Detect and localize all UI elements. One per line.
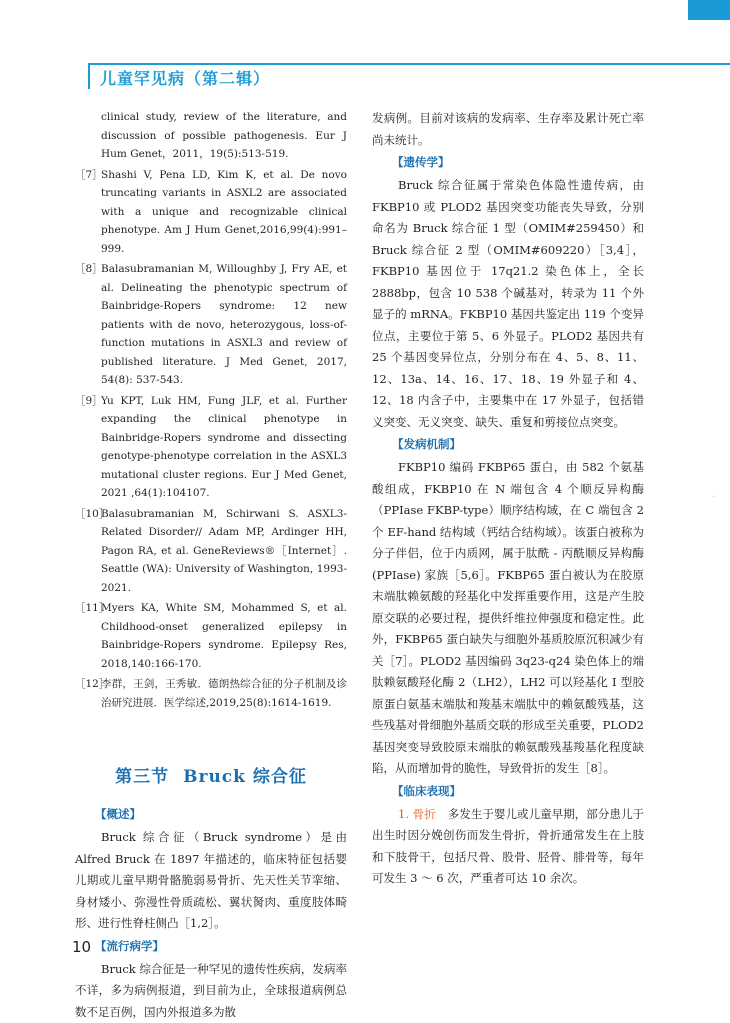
reference-item: ［10］ Balasubramanian M, Schirwani S. ASXL3-Related Disorder// Adam MP, Ardinger HH, Pagon RA, et al. GeneReviews®［Internet］. Seattle (WA): University of Washington, 1993-2021.: [75, 505, 347, 598]
page-number: 10: [72, 938, 91, 956]
genetics-heading: 【遗传学】: [392, 153, 644, 172]
epidemiology-heading: 【流行病学】: [95, 937, 347, 956]
clinical-heading: 【临床表现】: [392, 782, 644, 801]
section-title: [75, 762, 347, 787]
epidemiology-paragraph: Bruck 综合征是一种罕见的遗传性疾病，发病率不详，多为病例报道，到目前为止，全球报道病例总数不足百例，国内外报道多为散: [75, 959, 347, 1023]
section-name: Bruck 综合征: [183, 767, 307, 787]
reference-item: ［8］ Balasubramanian M, Willoughby J, Fry AE, et al. Delineating the phenotypic spectrum of Bainbridge-Ropers syndrome: 12 new patients with de novo, heterozygous, loss-of-function mutations in ASXL3 and review of published literature. J Med Genet, 2017, 54(8): 537-543.: [75, 260, 347, 390]
reference-item: clinical study, review of the literature, and discussion of possible pathogenesis. Eur J Hum Genet，2011，19(5):513-519.: [75, 108, 347, 164]
pathogenesis-heading: 【发病机制】: [392, 435, 644, 454]
reference-item: ［7］ Shashi V, Pena LD, Kim K, et al. De novo truncating variants in ASXL2 are associated with a unique and recognizable clinical phenotype. Am J Hum Genet,2016,99(4):991–999.: [75, 166, 347, 259]
reference-item: ［9］ Yu KPT, Luk HM, Fung JLF, et al. Further expanding the clinical phenotype in Bainbridge-Ropers syndrome and dissecting genotype-phenotype correlation in the ASXL3 mutational cluster regions. Eur J Med Genet, 2021 ,64(1):104107.: [75, 392, 347, 503]
header-corner-block: [688, 0, 730, 20]
header-notch: [88, 63, 90, 89]
running-title: 儿童罕见病（第二辑）: [100, 66, 270, 89]
epidemiology-paragraph-continued: 发病例。目前对该病的发病率、生存率及累计死亡率尚未统计。: [372, 108, 644, 151]
margin-mark: ·: [712, 492, 715, 503]
section-number: 第三节: [115, 767, 169, 787]
header-rule: [88, 63, 730, 65]
reference-item: ［12］ 李群，王剑，王秀敏．德朗热综合征的分子机制及诊治研究进展．医学综述,2019,25(8):1614-1619.: [75, 675, 347, 712]
fracture-subheading: 1. 骨折: [398, 807, 436, 821]
left-column: [75, 108, 347, 1023]
fracture-text: 多发生于婴儿或儿童早期，部分患儿于出生时因分娩创伤而发生骨折，骨折通常发生在上肢和下肢骨干，包括尺骨、股骨、胫骨、腓骨等，每年可发生 3 ～ 6 次，严重者可达 10 余次。: [372, 807, 644, 886]
overview-heading: 【概述】: [95, 805, 347, 824]
overview-paragraph: Bruck 综合征（Bruck syndrome）是由 Alfred Bruck 在 1897 年描述的，临床特征包括婴儿期或儿童早期骨骼脆弱易骨折、先天性关节挛缩、身材矮小、弥漫性骨质疏松、翼状胬肉、重度肢体畸形、进行性脊柱侧凸［1,2］。: [75, 827, 347, 935]
reference-item: ［11］ Myers KA, White SM, Mohammed S, et al. Childhood-onset generalized epilepsy in Bainbridge-Ropers syndrome. Epilepsy Res, 2018,140:166-170.: [75, 599, 347, 673]
clinical-paragraph: [372, 804, 644, 890]
right-column: [372, 108, 644, 890]
pathogenesis-paragraph: FKBP10 编码 FKBP65 蛋白，由 582 个氨基酸组成，FKBP10 在 N 端包含 4 个顺反异构酶（PPIase FKBP-type）顺序结构域，在 C 端包含 2 个 EF-hand 结构域（钙结合结构域）。该蛋白被称为分子伴侣，位于内质网，属于肽酰 - 丙酰顺反异构酶 (PPIase) 家族［5,6］。FKBP65 蛋白被认为在胶原末端肽赖氨酸的羟基化中发挥重要作用，这是产生胶原交联的必要过程，提供纤维拉伸强度和稳定性。此外，FKBP65 蛋白缺失与细胞外基质胶原沉积减少有关［7］。PLOD2 基因编码 3q23-q24 染色体上的端肽赖氨酸羟化酶 2（LH2），LH2 可以羟基化 Ⅰ 型胶原蛋白氨基末端肽和羧基末端肽中的赖氨酸残基，这些残基对骨细胞外基质交联的形成至关重要，PLOD2 基因突变导致胶原末端肽的赖氨酸残基羧基化程度缺陷，从而增加骨的脆性，导致骨折的发生［8］。: [372, 457, 644, 780]
genetics-paragraph: Bruck 综合征属于常染色体隐性遗传病，由 FKBP10 或 PLOD2 基因突变功能丧失导致，分别命名为 Bruck 综合征 1 型（OMIM#259450）和 Bruck 综合征 2 型（OMIM#609220）［3,4］，FKBP10 基因位于 17q21.2 染色体上，全长 2888bp，包含 10 538 个碱基对，转录为 11 个外显子的 mRNA。FKBP10 基因共鉴定出 119 个变异位点，主要位于第 5、6 外显子。PLOD2 基因共有 25 个基因变异位点，分别分布在 4、5、8、11、12、13a、14、16、17、18、19 外显子和 4、12、18 内含子中，主要集中在 17 外显子，包括错义突变、无义突变、缺失、重复和剪接位点突变。: [372, 175, 644, 433]
page-header: [0, 0, 730, 88]
